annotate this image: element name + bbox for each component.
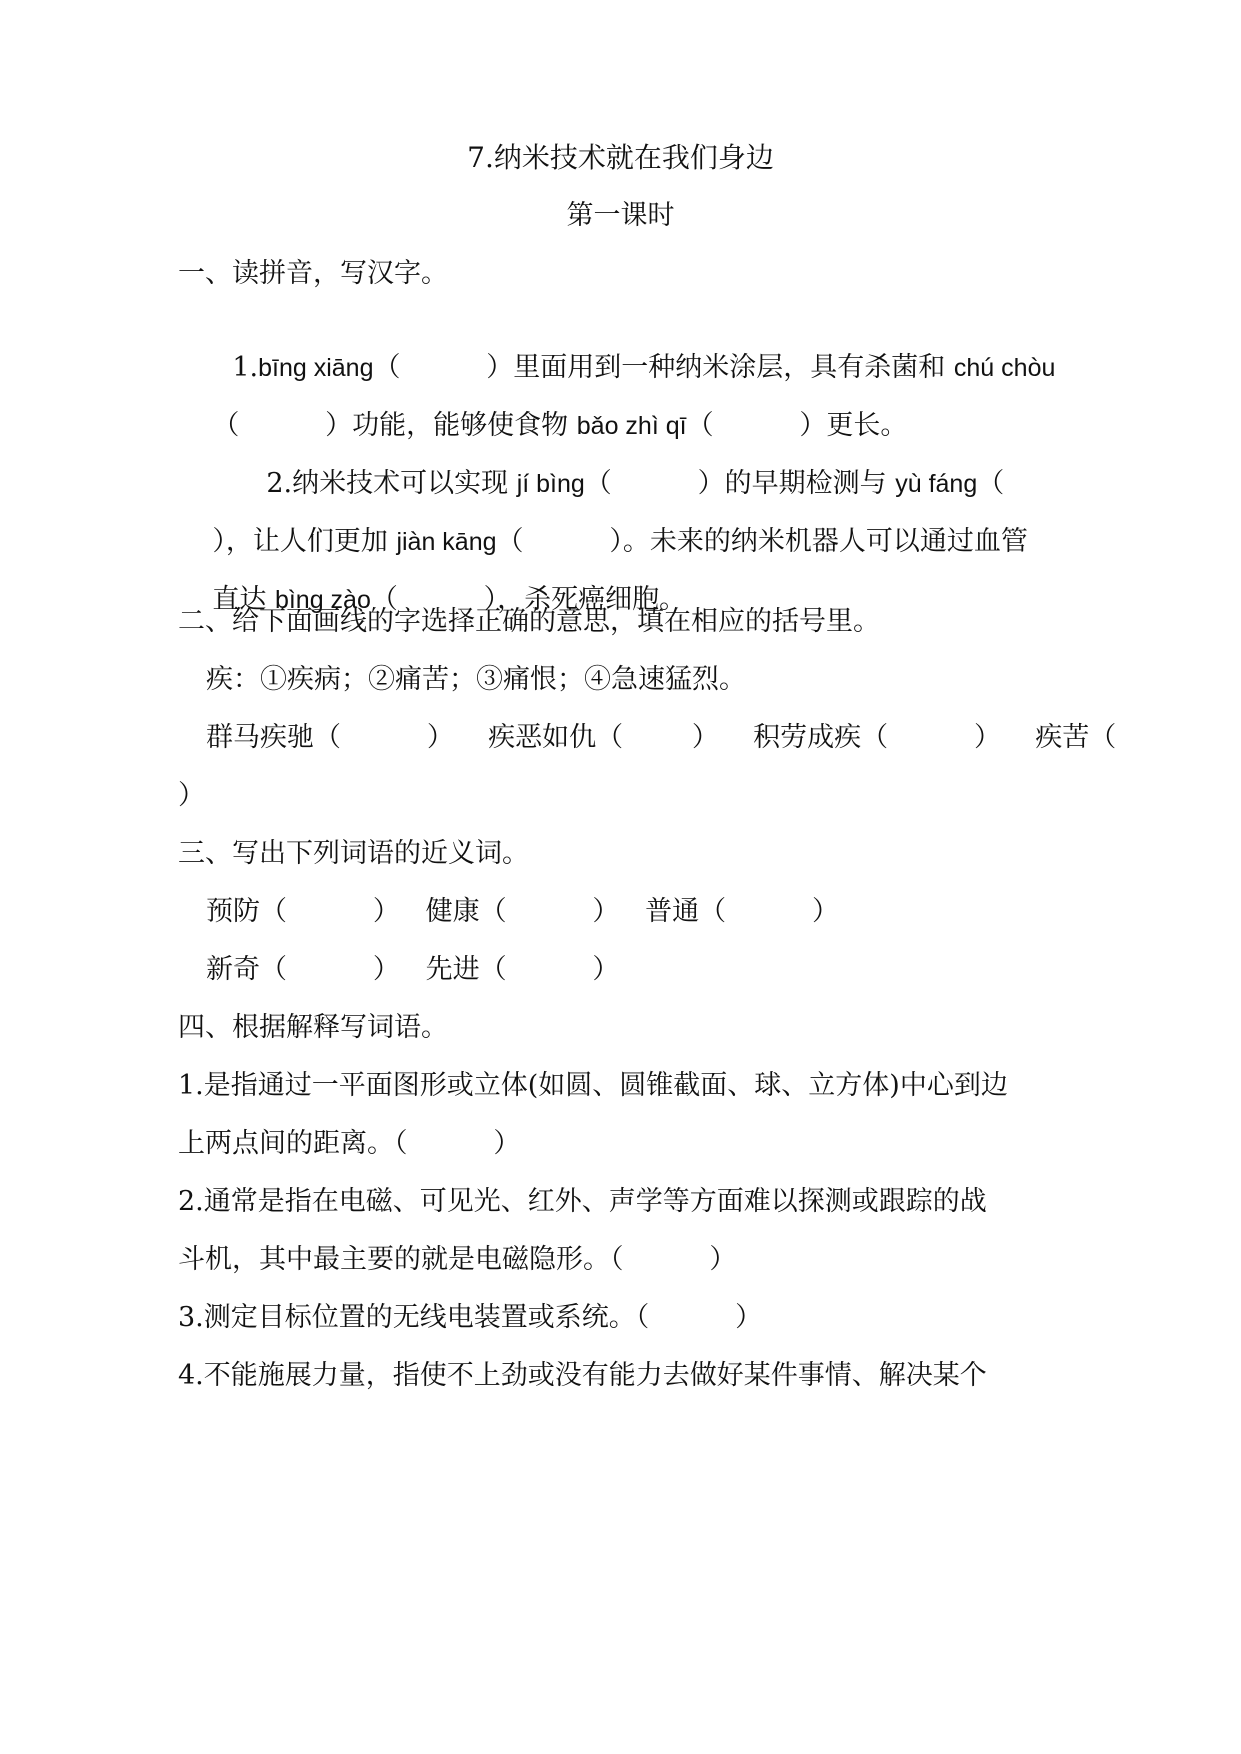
section1-heading: 一、读拼音，写汉字。 xyxy=(178,258,448,289)
question-text: （ xyxy=(977,468,1005,499)
pinyin-text: chú chòu xyxy=(953,354,1056,382)
pinyin-text: bìng zào xyxy=(274,586,371,614)
section3-heading: 三、写出下列词语的近义词。 xyxy=(178,838,529,869)
question-text: （ ）的早期检测与 xyxy=(584,468,896,499)
pinyin-text: yù fáng xyxy=(895,470,978,498)
pinyin-text: bǎo zhì qī xyxy=(576,412,687,440)
question-text: 2.纳米技术可以实现 xyxy=(266,468,517,499)
question-text: （ ）更长。 xyxy=(686,410,908,441)
section3-row2: 新奇（ ） 先进（ ） xyxy=(206,954,620,985)
section4-q4-line1: 4.不能施展力量，指使不上劲或没有能力去做好某件事情、解决某个 xyxy=(178,1360,987,1391)
section4-q1-line1: 1.是指通过一平面图形或立体(如圆、圆锥截面、球、立方体)中心到边 xyxy=(178,1070,1008,1101)
question-text: （ ）。未来的纳米机器人可以通过血管 xyxy=(496,526,1028,557)
question-text: （ ）里面用到一种纳米涂层，具有杀菌和 xyxy=(373,352,954,383)
question-text: ），让人们更加 xyxy=(212,526,397,557)
pinyin-text: jí bìng xyxy=(516,470,585,498)
section4-q2-line1: 2.通常是指在电磁、可见光、红外、声学等方面难以探测或跟踪的战 xyxy=(178,1186,987,1217)
question-text: （ ），杀死癌细胞。 xyxy=(370,584,687,615)
page-title: 7.纳米技术就在我们身边 xyxy=(467,141,774,174)
question-text: （ ）功能，能够使食物 xyxy=(212,410,577,441)
lesson-subtitle: 第一课时 xyxy=(566,200,675,231)
pinyin-text: bīng xiāng xyxy=(258,354,374,382)
section2-heading: 二、给下面画线的字选择正确的意思，填在相应的括号里。 xyxy=(178,606,880,637)
section4-q2-line2: 斗机，其中最主要的就是电磁隐形。（ ） xyxy=(178,1244,737,1275)
question-text: 直达 xyxy=(212,584,275,615)
section3-row1: 预防（ ） 健康（ ） 普通（ ） xyxy=(206,896,839,927)
section2-definition: 疾：①疾病；②痛苦；③痛恨；④急速猛烈。 xyxy=(206,664,746,695)
section2-items-line2: ） xyxy=(178,780,205,811)
section4-q1-line2: 上两点间的距离。（ ） xyxy=(178,1128,521,1159)
question-number: 1. xyxy=(232,352,259,383)
pinyin-text: jiàn kāng xyxy=(396,528,497,556)
section4-q3: 3.测定目标位置的无线电装置或系统。（ ） xyxy=(178,1302,763,1333)
section2-items: 群马疾驰（ ） 疾恶如仇（ ） 积劳成疾（ ） 疾苦（ xyxy=(206,722,1117,753)
section4-heading: 四、根据解释写词语。 xyxy=(178,1012,448,1043)
